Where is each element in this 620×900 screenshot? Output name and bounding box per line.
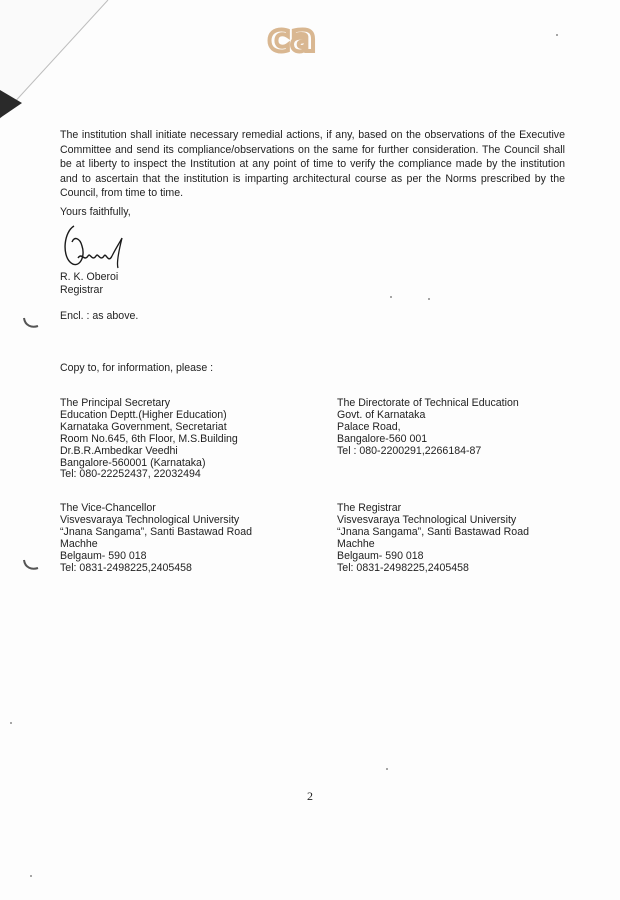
address-line: Room No.645, 6th Floor, M.S.Building bbox=[60, 432, 238, 445]
signer-name: R. K. Oberoi bbox=[60, 271, 119, 283]
scan-speck bbox=[428, 298, 430, 300]
address-line: The Directorate of Technical Education bbox=[337, 397, 519, 409]
address-line: Visvesvaraya Technological University bbox=[60, 513, 240, 526]
closing-salutation: Yours faithfully, bbox=[60, 206, 131, 218]
address-line: Palace Road, bbox=[337, 420, 401, 433]
address-line: Visvesvaraya Technological University bbox=[337, 513, 517, 526]
scan-speck bbox=[10, 722, 12, 724]
address-line: Bangalore-560 001 bbox=[337, 432, 428, 445]
enclosure-note: Encl. : as above. bbox=[60, 310, 139, 322]
logo-text: ca bbox=[267, 22, 317, 58]
address-line: Govt. of Karnataka bbox=[337, 408, 426, 421]
address-line: Tel: 080-22252437, 22032494 bbox=[60, 468, 201, 481]
council-logo bbox=[254, 22, 330, 58]
scan-speck bbox=[390, 296, 392, 298]
address-block bbox=[337, 398, 597, 458]
address-line: Karnataka Government, Secretariat bbox=[60, 420, 227, 433]
copy-to-heading: Copy to, for information, please : bbox=[60, 362, 214, 374]
body-paragraph: The institution shall initiate necessary remedial actions, if any, based on the observations of the Executive Committee and send its compliance/observations on the same for further consideration. The Council shall be at liberty to inspect the Institution at any point of time to verify the compliance made by the institution and to ascertain that the institution is imparting architectural course as per the Norms prescribed by the Council, from time to time. bbox=[60, 129, 565, 200]
punch-hole-mark bbox=[22, 558, 40, 572]
address-line: Tel : 080-2200291,2266184-87 bbox=[337, 444, 482, 457]
address-line: Machhe bbox=[337, 537, 375, 550]
scan-speck bbox=[556, 34, 558, 36]
address-line: Tel: 0831-2498225,2405458 bbox=[60, 561, 192, 574]
address-block bbox=[337, 503, 597, 574]
address-line: Belgaum- 590 018 bbox=[60, 549, 147, 562]
address-line: Tel: 0831-2498225,2405458 bbox=[337, 561, 469, 574]
address-line: Belgaum- 590 018 bbox=[337, 549, 424, 562]
address-line: Bangalore-560001 (Karnataka) bbox=[60, 456, 206, 469]
address-line: Dr.B.R.Ambedkar Veedhi bbox=[60, 444, 178, 457]
address-line: The Principal Secretary bbox=[60, 397, 171, 409]
address-line: The Registrar bbox=[337, 502, 402, 514]
folded-corner-mark bbox=[0, 0, 110, 120]
scan-speck bbox=[30, 875, 32, 877]
address-line: The Vice-Chancellor bbox=[60, 502, 156, 514]
punch-hole-mark bbox=[22, 316, 40, 330]
page-number: 2 bbox=[307, 789, 313, 803]
signer-title: Registrar bbox=[60, 284, 103, 296]
address-line: “Jnana Sangama”, Santi Bastawad Road bbox=[60, 525, 252, 538]
handwritten-signature bbox=[60, 218, 140, 272]
address-block bbox=[60, 398, 320, 481]
address-line: Education Deptt.(Higher Education) bbox=[60, 408, 227, 421]
address-line: “Jnana Sangama”, Santi Bastawad Road bbox=[337, 525, 529, 538]
address-block bbox=[60, 503, 320, 574]
scan-speck bbox=[386, 768, 388, 770]
address-line: Machhe bbox=[60, 537, 98, 550]
